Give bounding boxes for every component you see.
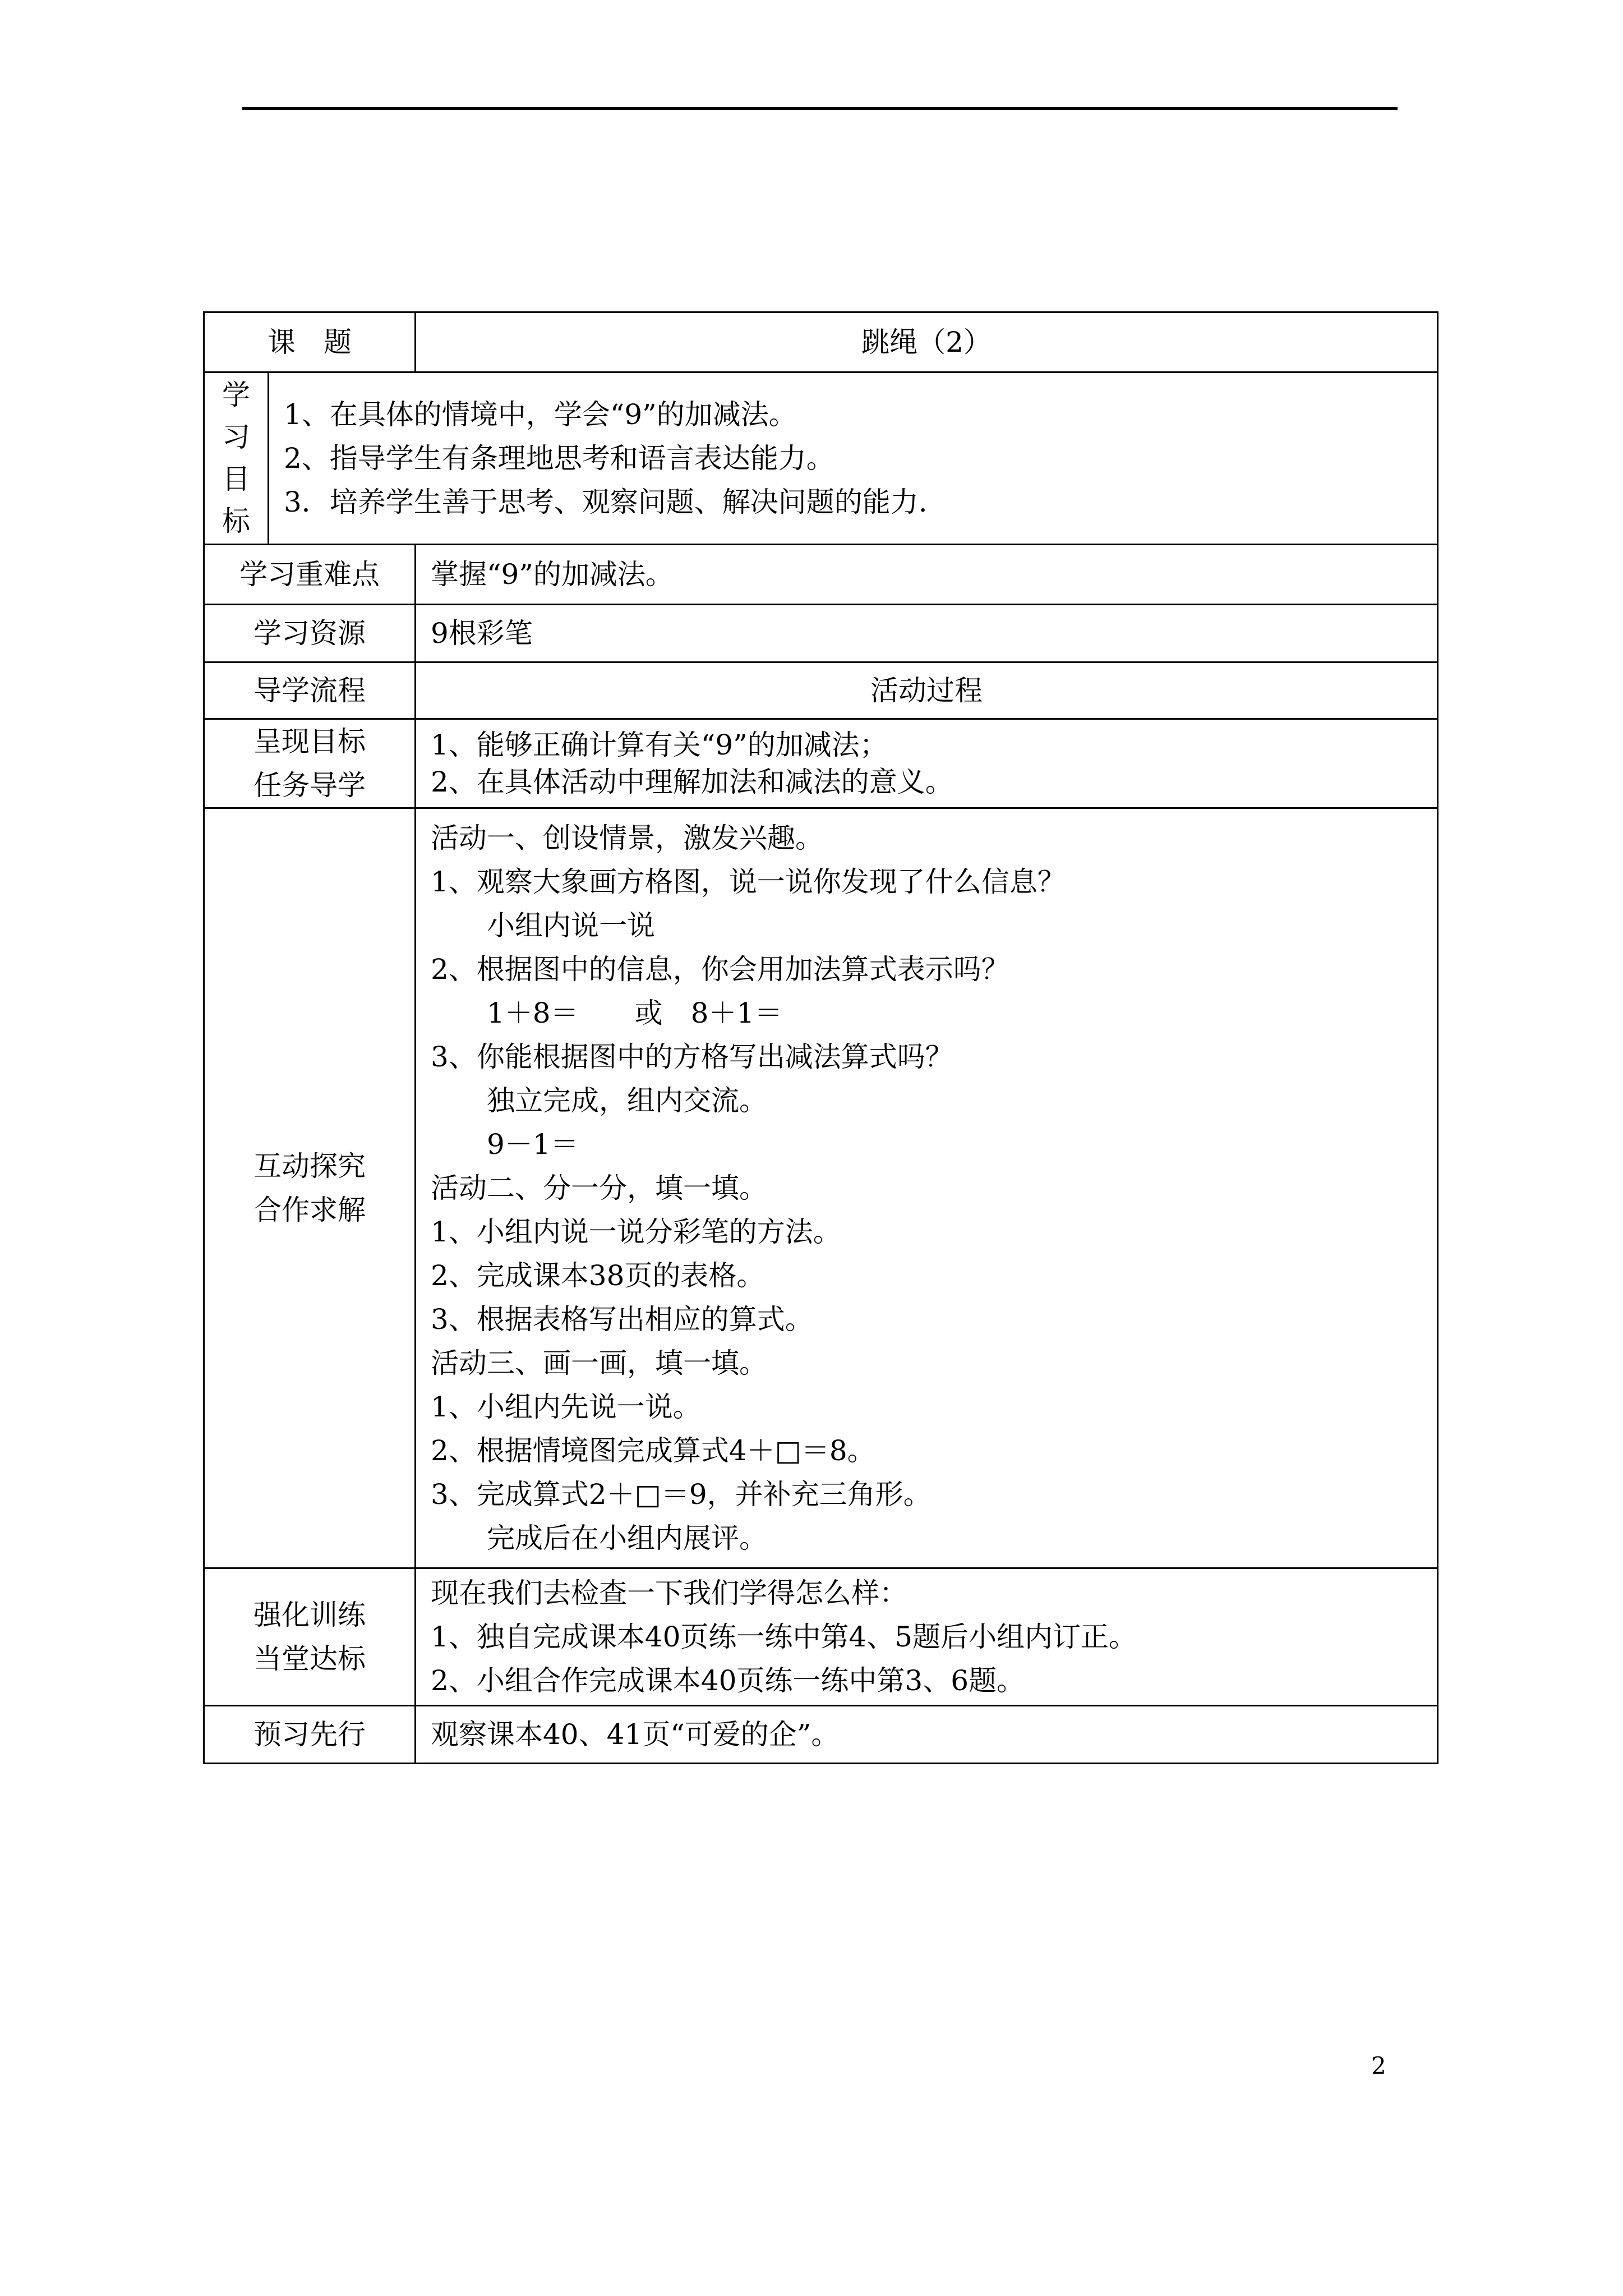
- activity-line: 1、小组内先说一说。: [431, 1391, 701, 1423]
- practice-row: [204, 1568, 1438, 1706]
- goal-line: 1、能够正确计算有关“9”的加减法；: [431, 729, 888, 761]
- goals-row: [204, 719, 1438, 808]
- activity-line: 2、完成课本38页的表格。: [431, 1259, 765, 1292]
- practice-line: 现在我们去检查一下我们学得怎么样：: [431, 1577, 907, 1609]
- activity-line: 3、你能根据图中的方格写出减法算式吗？: [431, 1041, 953, 1073]
- practice-line: 2、小组合作完成课本40页练一练中第3、6题。: [431, 1664, 1025, 1697]
- practice-content: [416, 1568, 1438, 1706]
- practice-line: 1、独自完成课本40页练一练中第4、5题后小组内订正。: [431, 1621, 1137, 1653]
- objectives-label-char: 习: [222, 421, 250, 453]
- explore-row: [204, 808, 1438, 1568]
- activity-line: 完成后在小组内展评。: [487, 1522, 767, 1554]
- activity-line: 活动二、分一分，填一填。: [431, 1172, 767, 1204]
- activity-process-header: 活动过程: [416, 662, 1438, 719]
- flow-header-label: 导学流程: [204, 662, 416, 719]
- title-row: [204, 312, 1438, 372]
- explore-content: [416, 808, 1438, 1568]
- activity-line: 活动一、创设情景，激发兴趣。: [431, 822, 823, 854]
- activity-line: 小组内说一说: [487, 909, 655, 942]
- preview-value: 观察课本40、41页“可爱的企”。: [416, 1706, 1438, 1764]
- key-points-label: 学习重难点: [204, 545, 416, 605]
- header-rule: [242, 107, 1398, 110]
- preview-row: [204, 1706, 1438, 1764]
- objectives-label-char: 目: [222, 463, 250, 495]
- key-points-row: [204, 545, 1438, 605]
- objective-line: 2、指导学生有条理地思考和语言表达能力。: [284, 442, 834, 475]
- objectives-row: [204, 372, 1438, 545]
- goal-line: 2、在具体活动中理解加法和减法的意义。: [431, 766, 953, 798]
- objectives-label: [204, 372, 269, 545]
- activity-line: 3、根据表格写出相应的算式。: [431, 1303, 813, 1336]
- practice-label-line: 当堂达标: [253, 1642, 366, 1675]
- explore-label: [204, 808, 416, 1568]
- page-number: 2: [1371, 2052, 1386, 2079]
- objectives-label-char: 学: [222, 379, 250, 411]
- activity-line: 1＋8＝ 或 8＋1＝: [487, 997, 783, 1029]
- objectives-content: [269, 372, 1438, 545]
- objective-line: 3．培养学生善于思考、观察问题、解决问题的能力.: [284, 486, 928, 518]
- resources-label: 学习资源: [204, 605, 416, 662]
- goals-content: [416, 719, 1438, 808]
- lesson-title: 跳绳（2）: [416, 312, 1438, 372]
- resources-row: [204, 605, 1438, 662]
- title-label: 课 题: [204, 312, 416, 372]
- key-points-value: 掌握“9”的加减法。: [416, 545, 1438, 605]
- lesson-plan-table: [203, 311, 1438, 1764]
- activity-line: 2、根据图中的信息，你会用加法算式表示吗？: [431, 953, 1009, 986]
- activity-line: 1、观察大象画方格图，说一说你发现了什么信息？: [431, 866, 1066, 898]
- practice-label: [204, 1568, 416, 1706]
- activity-line: 独立完成，组内交流。: [487, 1084, 767, 1117]
- resources-value: 9根彩笔: [416, 605, 1438, 662]
- goals-label-line: 任务导学: [253, 769, 366, 802]
- preview-label: 预习先行: [204, 1706, 416, 1764]
- objective-line: 1、在具体的情境中，学会“9”的加减法。: [284, 398, 797, 431]
- explore-label-line: 合作求解: [253, 1194, 366, 1226]
- practice-label-line: 强化训练: [253, 1599, 366, 1631]
- objectives-label-char: 标: [222, 505, 250, 537]
- activity-line: 1、小组内说一说分彩笔的方法。: [431, 1216, 841, 1248]
- activity-line: 活动三、画一画，填一填。: [431, 1347, 767, 1379]
- flow-header-row: [204, 662, 1438, 719]
- explore-label-line: 互动探究: [253, 1150, 366, 1182]
- activity-line: 9－1＝: [487, 1128, 579, 1161]
- activity-line: 2、根据情境图完成算式4＋□＝8。: [431, 1434, 875, 1467]
- goals-label: [204, 719, 416, 808]
- activity-line: 3、完成算式2＋□＝9，并补充三角形。: [431, 1478, 932, 1511]
- goals-label-line: 呈现目标: [253, 725, 366, 758]
